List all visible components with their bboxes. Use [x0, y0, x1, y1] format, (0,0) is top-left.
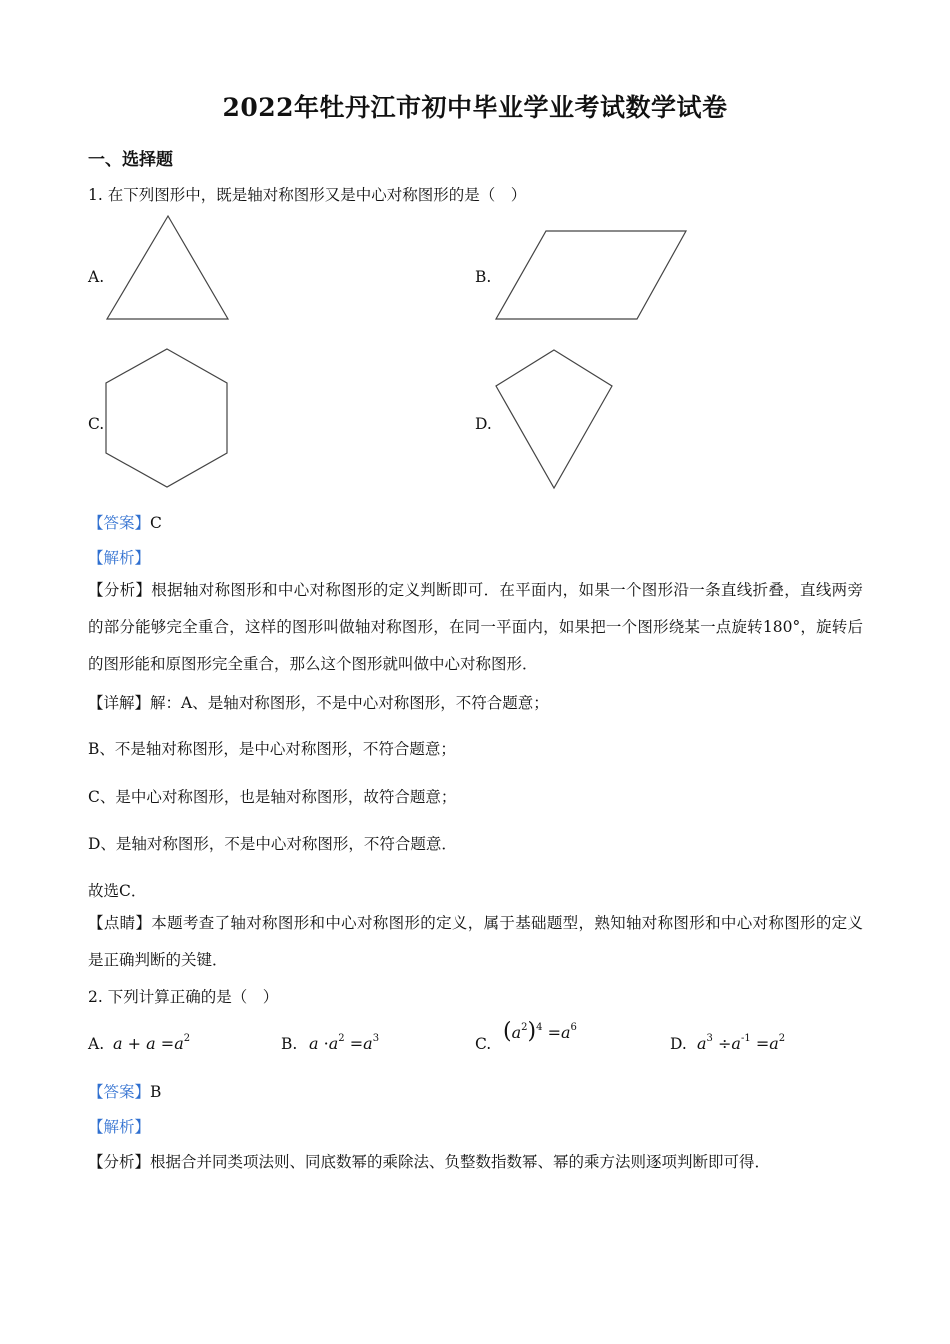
- q2-option-b-formula: $a \cdot a^2 =a^3$: [309, 1033, 380, 1053]
- q1-option-b-label: B.: [475, 268, 492, 286]
- q2-option-c-formula: $(a^2)^4 =a^6$: [503, 1019, 577, 1044]
- question-2-stem: 2. 下列计算正确的是（ ）: [88, 988, 279, 1006]
- q1-answer-line: [88, 511, 162, 533]
- q1-analysis-paragraph: [88, 572, 863, 683]
- answer-tag: 【答案】: [88, 1083, 151, 1101]
- q1-choose: 故选C．: [88, 882, 147, 900]
- q1-dianjing-paragraph: [88, 905, 863, 979]
- q1-detail-c: C、是中心对称图形，也是轴对称图形，故符合题意；: [88, 788, 457, 806]
- q2-option-a-label: A.: [88, 1035, 105, 1053]
- q1-detail-b: B、不是轴对称图形，是中心对称图形，不符合题意；: [88, 740, 456, 758]
- exam-title: 2022年牡丹江市初中毕业学业考试数学试卷: [222, 93, 728, 122]
- detail-text: 解：A、是轴对称图形，不是中心对称图形，不符合题意；: [150, 694, 549, 712]
- answer-tag: 【答案】: [88, 514, 151, 532]
- fenxi-text: 根据合并同类项法则、同底数幂的乘除法、负整数指数幂、幂的乘方法则逐项判断即可得．: [150, 1153, 771, 1171]
- section-heading: 一、选择题: [88, 150, 173, 170]
- q1-detail-d: D、是轴对称图形，不是中心对称图形，不符合题意．: [88, 835, 457, 853]
- q1-detail-first: [88, 691, 549, 713]
- triangle-figure: [105, 214, 231, 322]
- dianjing-tag: 【点睛】: [88, 914, 152, 932]
- answer-value: C: [150, 514, 162, 532]
- hexagon-figure: [104, 347, 230, 491]
- fenxi-tag: 【分析】: [88, 1153, 151, 1171]
- dianjing-text: 本题考查了轴对称图形和中心对称图形的定义，属于基础题型，熟知轴对称图形和中心对称图形的定义是正确判断的关键．: [88, 914, 863, 969]
- answer-value: B: [150, 1083, 162, 1101]
- q1-option-c-label: C.: [88, 415, 105, 433]
- question-1-stem: 1. 在下列图形中，既是轴对称图形又是中心对称图形的是（ ）: [88, 186, 527, 204]
- fenxi-tag: 【分析】: [88, 581, 152, 599]
- parallelogram-figure: [494, 229, 690, 322]
- q1-option-d-label: D.: [475, 415, 492, 433]
- analysis-tag: 【解析】: [88, 1118, 151, 1136]
- fenxi-text: 根据轴对称图形和中心对称图形的定义判断即可．在平面内，如果一个图形沿一条直线折叠，直线两旁的部分能够完全重合，这样的图形叫做轴对称图形，在同一平面内，如果把一个图形绕某一点旋转180°，旋转后的图形能和原图形完全重合，那么这个图形就叫做中心对称图形．: [88, 581, 863, 673]
- q2-option-a-formula: $a + a =a^2$: [113, 1033, 191, 1053]
- detail-tag: 【详解】: [88, 694, 151, 712]
- q2-answer-line: [88, 1080, 161, 1102]
- q1-option-a-label: A.: [88, 268, 105, 286]
- q2-option-b-label: B.: [281, 1035, 298, 1053]
- q2-option-c-label: C.: [475, 1035, 492, 1053]
- q2-option-d-formula: $a^3 \div a^{-1} =a^2$: [697, 1033, 786, 1053]
- analysis-tag: 【解析】: [88, 549, 151, 567]
- q2-analysis-line: [88, 1150, 770, 1172]
- kite-figure: [494, 348, 616, 491]
- q2-option-d-label: D.: [670, 1035, 687, 1053]
